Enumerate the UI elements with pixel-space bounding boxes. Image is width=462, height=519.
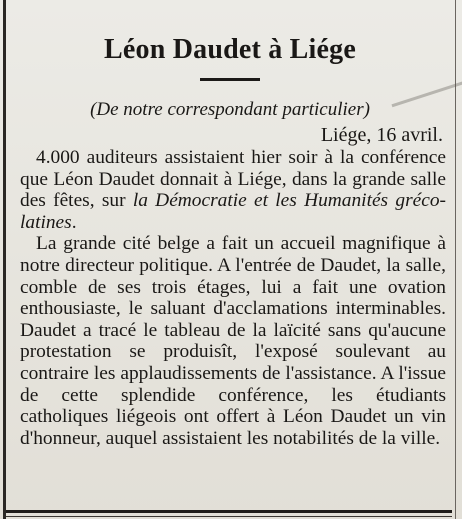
column-rule-left xyxy=(3,0,6,519)
article-headline: Léon Daudet à Liége xyxy=(104,34,356,65)
paragraph-1-end: . xyxy=(71,211,77,233)
lecture-title: la Démocratie et les Humanités gréco-latines xyxy=(20,190,446,233)
paragraph-2: La grande cité belge a fait un accueil magnifique à notre directeur politique. A l'entrée de Daudet, la salle, comble de ses trois étages, lui a fait une ovation enthousiaste, le saluant d'acclamations interminables. Daudet a tracé le tableau de la laïcité sans qu'aucune protestation se produisît, l'exposé soulevant au contraire les applaudissements de l'assistance. A l'issue de cette splendide conférence, les étudiants catholiques liégeois ont offert à Léon Daudet un vin d'honneur, auquel assistaient les notabilités de la ville. xyxy=(20,233,446,449)
paragraph-1 xyxy=(20,147,446,233)
column-rule-right xyxy=(455,0,456,519)
headline-divider xyxy=(200,78,260,81)
article-byline: (De notre correspondant particulier) xyxy=(90,99,370,120)
paragraph-1-text: 4.000 auditeurs assistaient hier soir à la conférence que Léon Daudet donnait à Liége, dans la grande salle des fêtes, sur xyxy=(20,147,446,212)
article-body xyxy=(20,147,446,449)
article-dateline: Liége, 16 avril. xyxy=(320,124,443,146)
bottom-rule-thick xyxy=(6,510,452,513)
bottom-rule-thin xyxy=(6,516,452,517)
